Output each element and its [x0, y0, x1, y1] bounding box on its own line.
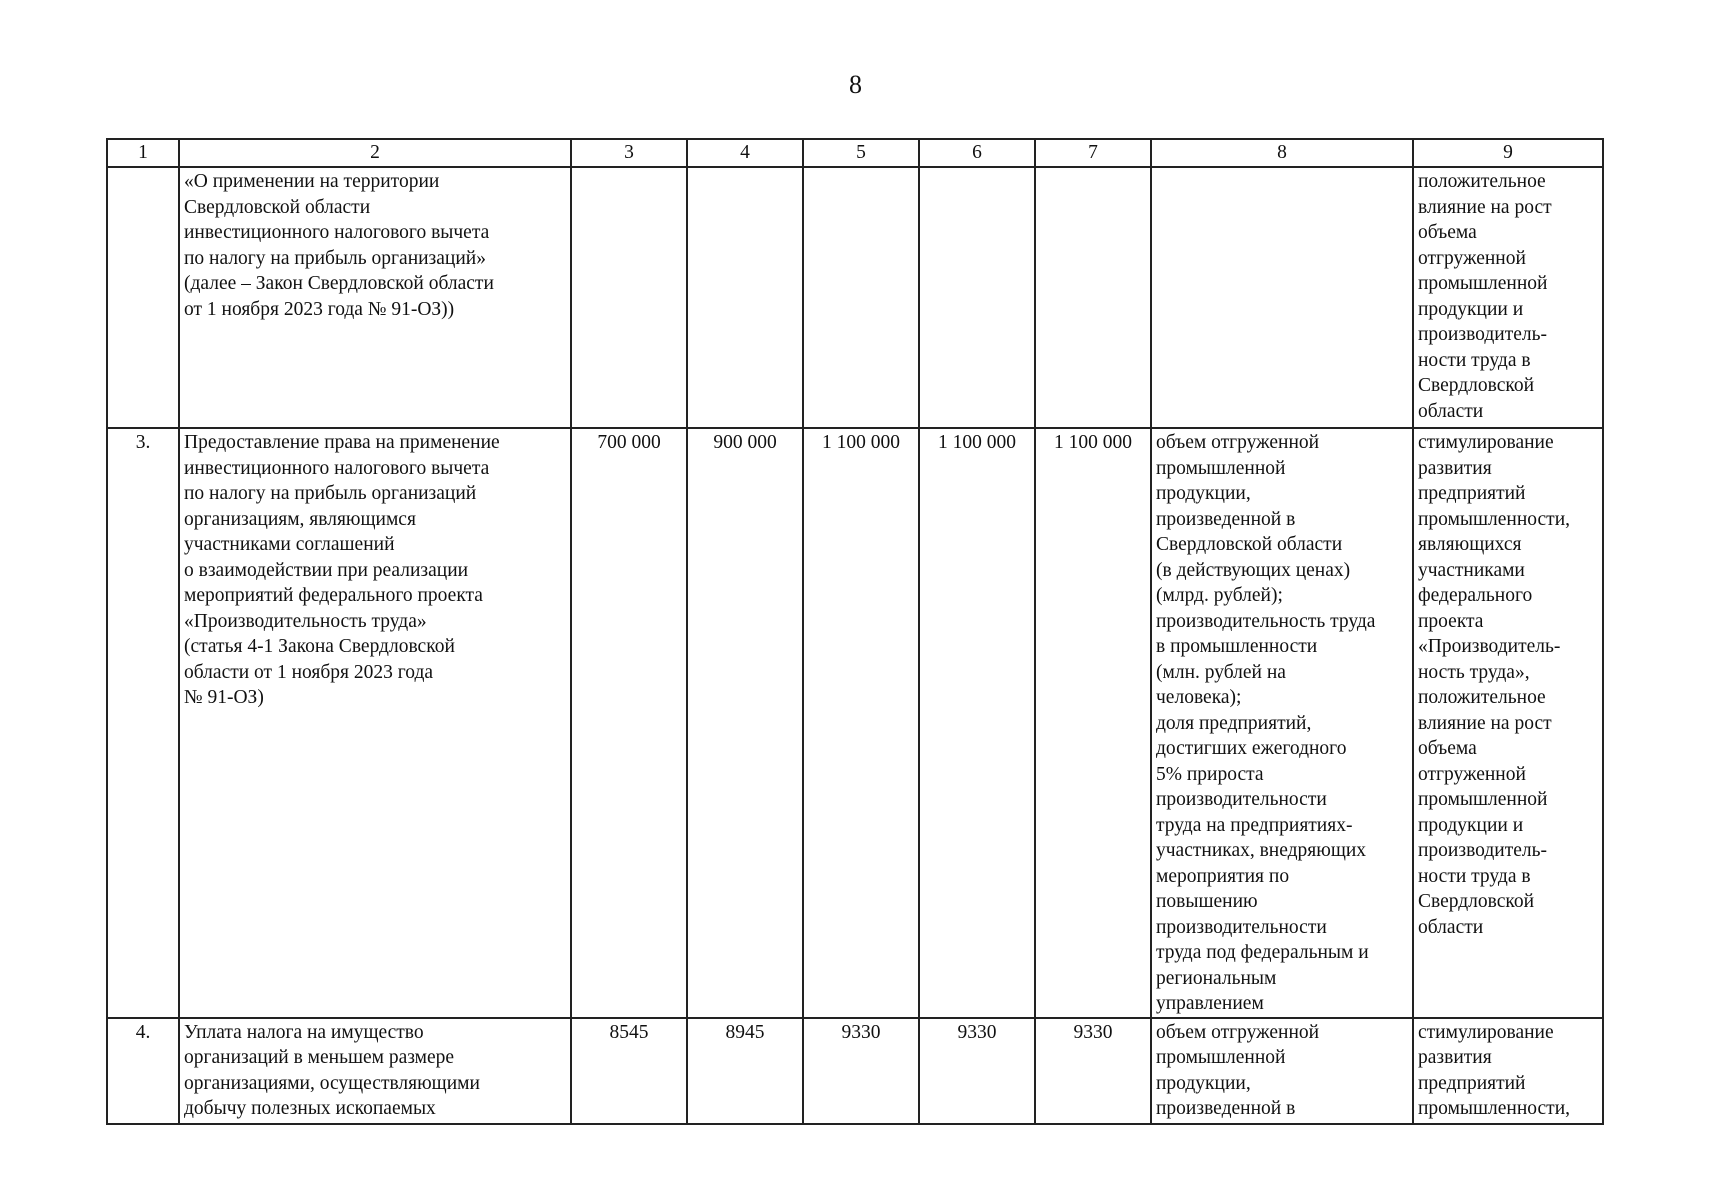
- indicators-cell: объем отгруженной промышленной продукции, произведенной в: [1151, 1018, 1413, 1124]
- value-cell: [803, 167, 919, 428]
- value-cell: 9330: [1035, 1018, 1151, 1124]
- column-header: 1: [107, 139, 179, 167]
- column-header: 3: [571, 139, 687, 167]
- value-cell: [1035, 167, 1151, 428]
- row-number: 3.: [107, 428, 179, 1018]
- table-row: [107, 167, 1603, 428]
- value-cell: 8545: [571, 1018, 687, 1124]
- benefits-table: [106, 138, 1604, 1125]
- effect-cell: стимулирование развития предприятий промышленности, являющихся участниками федерального проекта «Производитель- ность труда», положительное влияние на рост объема отгруженной промышленной продукции и производитель- ности труда в Свердловской области: [1413, 428, 1603, 1018]
- value-cell: [571, 167, 687, 428]
- row-number: [107, 167, 179, 428]
- value-cell: 1 100 000: [1035, 428, 1151, 1018]
- column-header: 6: [919, 139, 1035, 167]
- row-number: 4.: [107, 1018, 179, 1124]
- row-description: Уплата налога на имущество организаций в меньшем размере организациями, осуществляющими добычу полезных ископаемых: [179, 1018, 571, 1124]
- row-description: «О применении на территории Свердловской области инвестиционного налогового вычета по налогу на прибыль организаций» (далее – Закон Свердловской области от 1 ноября 2023 года № 91-ОЗ)): [179, 167, 571, 428]
- indicators-cell: [1151, 167, 1413, 428]
- table-row: [107, 428, 1603, 1018]
- table-header-row: [107, 139, 1603, 167]
- value-cell: [687, 167, 803, 428]
- value-cell: 8945: [687, 1018, 803, 1124]
- value-cell: 700 000: [571, 428, 687, 1018]
- page-number: 8: [849, 70, 862, 99]
- column-header: 4: [687, 139, 803, 167]
- value-cell: 900 000: [687, 428, 803, 1018]
- value-cell: 1 100 000: [803, 428, 919, 1018]
- row-description: Предоставление права на применение инвестиционного налогового вычета по налогу на прибыль организаций организациям, являющимся участниками соглашений о взаимодействии при реализации мероприятий федерального проекта «Производительность труда» (статья 4-1 Закона Свердловской области от 1 ноября 2023 года № 91-ОЗ): [179, 428, 571, 1018]
- column-header: 8: [1151, 139, 1413, 167]
- column-header: 2: [179, 139, 571, 167]
- value-cell: 1 100 000: [919, 428, 1035, 1018]
- value-cell: 9330: [919, 1018, 1035, 1124]
- value-cell: 9330: [803, 1018, 919, 1124]
- table-row: [107, 1018, 1603, 1124]
- column-header: 5: [803, 139, 919, 167]
- value-cell: [919, 167, 1035, 428]
- effect-cell: стимулирование развития предприятий промышленности,: [1413, 1018, 1603, 1124]
- indicators-cell: объем отгруженной промышленной продукции, произведенной в Свердловской области (в действующих ценах) (млрд. рублей); производительность труда в промышленности (млн. рублей на человека); доля предприятий, достигших ежегодного 5% прироста производительности труда на предприятиях- участниках, внедряющих мероприятия по повышению производительности труда под федеральным и региональным управлением: [1151, 428, 1413, 1018]
- column-header: 9: [1413, 139, 1603, 167]
- column-header: 7: [1035, 139, 1151, 167]
- effect-cell: положительное влияние на рост объема отгруженной промышленной продукции и производитель- ности труда в Свердловской области: [1413, 167, 1603, 428]
